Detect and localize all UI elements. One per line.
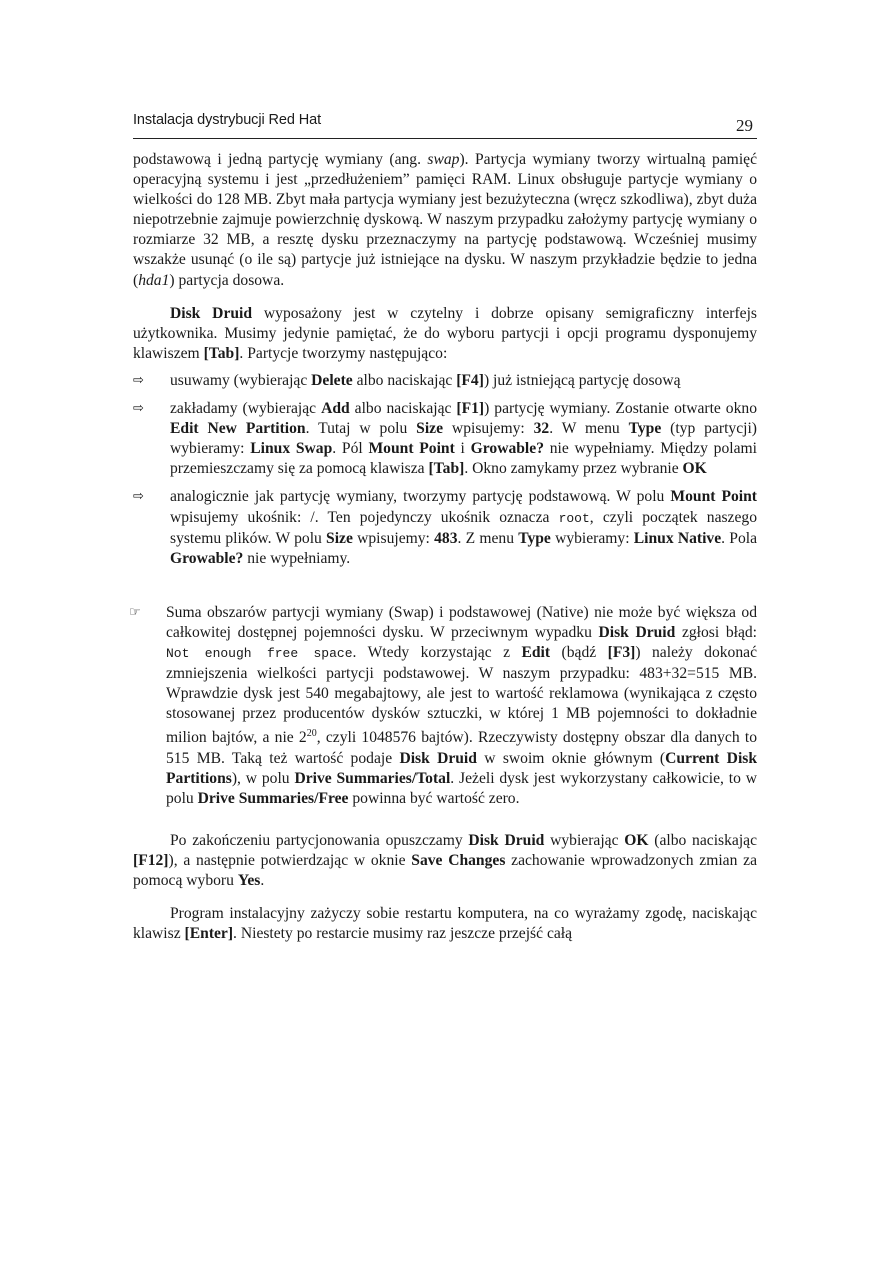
body-text [129,150,758,944]
arrow-right-icon: ⇨ [133,489,144,505]
running-header [133,112,757,139]
note-block: ☞ Suma obszarów partycji wymiany (Swap) i podstawowej (Native) nie może być większa od całkowitej dostępnej pojemności dysku. W przeciwnym wypadku Disk Druid zgłosi błąd: Not enough free space. Wtedy korzystając z Edit (bądź [F3]) należy dokonać zmniejszenia wielkości partycji podstawowej. W naszym przypadku: 483+32=515 MB. Wprawdzie dysk jest 540 megabajtowy, ale jest to wartość reklamowa (wynikająca z często stosowanej przez producentów dysków sztuczki, w której 1 MB pojemności to dokładnie milion bajtów, a nie $2^{20}$, czyli 1048576 bajtów). Rzeczywisty dostępny obszar dla danych to 515 MB. Taką też wartość podaje Disk Druid w swoim oknie głównym (Current Disk Partitions), w polu Drive Summaries/Total. Jeżeli dysk jest wykorzystany całkowicie, to w polu Drive Summaries/Free powinna być wartość zero. [133,603,757,809]
arrow-right-icon: ⇨ [133,401,144,417]
paragraph-disk-druid: Disk Druid wyposażony jest w czytelny i dobrze opisany semigraficzny interfejs użytkownika. Musimy jedynie pamiętać, że do wyboru partycji i opcji programu dysponujemy klawiszem [Tab]. Partycje tworzymy następująco: [133,304,757,362]
paragraph-exit-druid: Po zakończeniu partycjonowania opuszczamy Disk Druid wybierając OK (albo naciskając [F12]), a następnie potwierdzając w oknie Save Changes zachowanie wprowadzonych zmian za pomocą wyboru Yes. [133,831,757,890]
paragraph-restart: Program instalacyjny zażyczy sobie restartu komputera, na co wyrażamy zgodę, naciskając klawisz [Enter]. Niestety po restarcie musimy raz jeszcze przejść całą [133,905,757,943]
pointing-hand-icon: ☞ [129,604,141,620]
list-item: ⇨ analogicznie jak partycję wymiany, tworzymy partycję podstawową. W polu Mount Point wpisujemy ukośnik: /. Ten pojedynczy ukośnik oznacza root, czyli początek naszego systemu plików. W polu Size wpisujemy: 483. Z menu Type wybieramy: Linux Native. Pola Growable? nie wypełniamy. [133,487,757,568]
chapter-title: Instalacja dystrybucji Red Hat [133,112,321,128]
arrow-right-icon: ⇨ [133,372,144,388]
list-item: ⇨ zakładamy (wybierając Add albo naciskając [F1]) partycję wymiany. Zostanie otwarte okno Edit New Partition. Tutaj w polu Size wpisujemy: 32. W menu Type (typ partycji) wybieramy: Linux Swap. Pól Mount Point i Growable? nie wypełniamy. Między polami przemieszczamy się za pomocą klawisza [Tab]. Okno zamykamy przez wybranie OK [133,399,757,479]
list-item: ⇨ usuwamy (wybierając Delete albo naciskając [F4]) już istniejącą partycję dosową [133,371,757,391]
page-number: 29 [736,116,753,135]
paragraph-swap-intro: podstawową i jedną partycję wymiany (ang. swap). Partycja wymiany tworzy wirtualną pamięć operacyjną systemu i jest „przedłużeniem” pamięci RAM. Linux obsługuje partycje wymiany o wielkości do 128 MB. Zbyt mała partycja wymiany jest bezużyteczna (wręcz szkodliwa), zbyt duża niepotrzebnie zajmuje powierzchnię dyskową. W naszym przypadku założymy partycję wymiany o rozmiarze 32 MB, a resztę dysku przeznaczymy na partycję podstawową. Wcześniej musimy wszakże usunąć (o ile są) partycje już istniejące na dysku. W naszym przykładzie będzie to jedna (hda1) partycja dosowa. [133,151,757,289]
steps-list [133,371,757,569]
